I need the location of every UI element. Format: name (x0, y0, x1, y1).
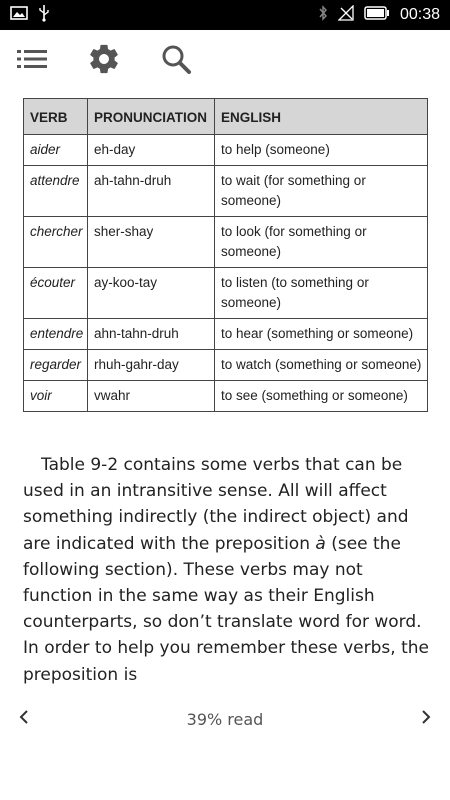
table-row (24, 166, 428, 217)
image-icon (10, 6, 28, 25)
verb-table (23, 98, 428, 412)
column-header-pronunciation: PRONUNCIATION (88, 99, 215, 135)
english-cell: to hear (something or someone) (215, 319, 428, 350)
paragraph-text-start: Table 9-2 contains some verbs that can be used in an intransitive sense. All will affect something indirectly (the indirect object) and are indicated with the preposition (23, 455, 409, 554)
table-of-contents-button[interactable] (14, 43, 50, 79)
status-right (318, 5, 440, 26)
pronunciation-cell: sher-shay (88, 217, 215, 268)
pronunciation-cell: ahn-tahn-druh (88, 319, 215, 350)
verb-cell: aider (24, 135, 88, 166)
next-page-button[interactable] (414, 707, 438, 731)
pronunciation-cell: vwahr (88, 381, 215, 412)
gear-icon (87, 42, 121, 81)
table-row (24, 381, 428, 412)
pronunciation-cell: ah-tahn-druh (88, 166, 215, 217)
search-icon (160, 43, 192, 80)
verb-cell: regarder (24, 350, 88, 381)
reading-progress: 39% read (186, 709, 264, 729)
status-bar (0, 0, 450, 30)
table-row (24, 217, 428, 268)
reader-toolbar (0, 30, 450, 92)
chevron-right-icon (420, 709, 432, 730)
book-body-text (23, 452, 433, 688)
previous-page-button[interactable] (12, 707, 36, 731)
signal-off-icon (338, 5, 354, 26)
body-paragraph (23, 452, 433, 688)
search-button[interactable] (158, 43, 194, 79)
verb-table-container (23, 98, 427, 412)
status-left (10, 4, 50, 27)
preposition-italic: à (315, 533, 326, 554)
verb-cell: entendre (24, 319, 88, 350)
table-row (24, 319, 428, 350)
table-row (24, 350, 428, 381)
english-cell: to wait (for something or someone) (215, 166, 428, 217)
table-header-row (24, 99, 428, 135)
column-header-english: ENGLISH (215, 99, 428, 135)
settings-button[interactable] (86, 43, 122, 79)
table-row (24, 135, 428, 166)
paragraph-text-end: (see the following section). These verbs may not function in the same way as their English counterparts, so don’t translate word for word. In order to help you remember these verbs, the preposition is (23, 533, 429, 685)
verb-cell: chercher (24, 217, 88, 268)
bluetooth-icon (318, 5, 328, 26)
status-time: 00:38 (399, 6, 440, 23)
battery-icon (364, 6, 390, 25)
english-cell: to see (something or someone) (215, 381, 428, 412)
english-cell: to watch (something or someone) (215, 350, 428, 381)
pronunciation-cell: eh-day (88, 135, 215, 166)
page-navigation (0, 700, 450, 738)
usb-icon (38, 4, 50, 27)
pronunciation-cell: ay-koo-tay (88, 268, 215, 319)
table-of-contents-icon (16, 48, 48, 75)
verb-cell: voir (24, 381, 88, 412)
english-cell: to look (for something or someone) (215, 217, 428, 268)
english-cell: to help (someone) (215, 135, 428, 166)
verb-cell: écouter (24, 268, 88, 319)
chevron-left-icon (18, 709, 30, 730)
verb-cell: attendre (24, 166, 88, 217)
table-row (24, 268, 428, 319)
pronunciation-cell: rhuh-gahr-day (88, 350, 215, 381)
english-cell: to listen (to something or someone) (215, 268, 428, 319)
column-header-verb: VERB (24, 99, 88, 135)
